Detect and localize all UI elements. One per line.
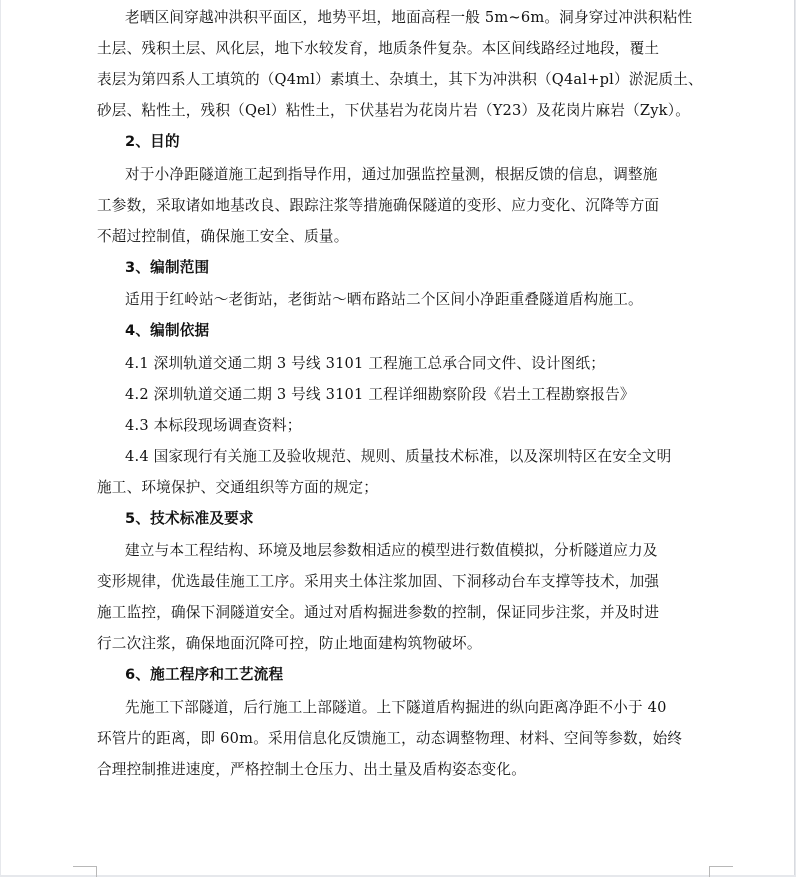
paragraph [97, 441, 717, 503]
text-line: 工参数，采取诸如地基改良、跟踪注浆等措施确保隧道的变形、应力变化、沉降等方面 [97, 196, 660, 214]
document-page [1, 0, 795, 875]
text-line: 3、编制范围 [125, 258, 210, 276]
text-line: 6、施工程序和工艺流程 [125, 666, 284, 683]
section-heading [97, 503, 717, 536]
paragraph [97, 692, 717, 785]
text-line: 合理控制推进速度，严格控制土仓压力、出土量及盾构姿态变化。 [97, 760, 527, 778]
document-body [97, 2, 717, 785]
section-heading [97, 126, 717, 159]
text-line: 适用于红岭站～老街站，老街站～晒布路站二个区间小净距重叠隧道盾构施工。 [125, 291, 643, 308]
text-line: 4.1 深圳轨道交通二期 3 号线 3101 工程施工总承合同文件、设计图纸； [125, 354, 606, 372]
paragraph [97, 159, 717, 252]
text-line: 表层为第四系人工填筑的（Q4ml）素填土、杂填土，其下为冲洪积（Q4al+pl）淤泥质土、 [97, 71, 703, 88]
paragraph [97, 284, 717, 315]
text-line: 5、技术标准及要求 [125, 509, 254, 527]
text-line: 4.3 本标段现场调查资料； [125, 416, 302, 434]
text-line: 施工监控，确保下洞隧道安全。通过对盾构掘进参数的控制，保证同步注浆，并及时进 [97, 604, 660, 621]
text-line: 环管片的距离，即 60m。采用信息化反馈施工，动态调整物理、材料、空间等参数，始终 [97, 729, 683, 747]
paragraph [97, 348, 717, 379]
text-line: 4.2 深圳轨道交通二期 3 号线 3101 工程详细勘察阶段《岩土工程勘察报告》 [125, 385, 635, 403]
paragraph [97, 2, 717, 126]
text-line: 砂层、粘性土，残积（Qel）粘性土，下伏基岩为花岗片岩（Y23）及花岗片麻岩（Zyk）。 [97, 102, 690, 119]
section-heading [97, 315, 717, 348]
margin-corner-mark-right [709, 866, 733, 877]
text-line: 2、目的 [125, 133, 180, 150]
text-line: 对于小净距隧道施工起到指导作用，通过加强监控量测，根据反馈的信息，调整施 [125, 165, 658, 183]
section-heading [97, 252, 717, 285]
text-line: 不超过控制值，确保施工安全、质量。 [97, 227, 349, 245]
text-line: 老晒区间穿越冲洪积平面区，地势平坦，地面高程一般 5m~6m。洞身穿过冲洪积粘性 [125, 9, 693, 26]
text-line: 建立与本工程结构、环境及地层参数相适应的模型进行数值模拟，分析隧道应力及 [125, 542, 658, 559]
paragraph [97, 535, 717, 659]
text-line: 4、编制依据 [125, 322, 210, 339]
section-heading [97, 659, 717, 692]
text-line: 变形规律，优选最佳施工工序。采用夹土体注浆加固、下洞移动台车支撑等技术，加强 [97, 573, 660, 590]
paragraph [97, 379, 717, 410]
text-line: 先施工下部隧道，后行施工上部隧道。上下隧道盾构掘进的纵向距离净距不小于 40 [125, 698, 667, 716]
text-line: 土层、残积土层、风化层，地下水较发育，地质条件复杂。本区间线路经过地段，覆土 [97, 40, 660, 57]
paragraph [97, 410, 717, 441]
margin-corner-mark-left [73, 866, 97, 877]
text-line: 4.4 国家现行有关施工及验收规范、规则、质量技术标准，以及深圳特区在安全文明 [125, 447, 672, 465]
text-line: 行二次注浆，确保地面沉降可控，防止地面建构筑物破坏。 [97, 635, 482, 652]
text-line: 施工、环境保护、交通组织等方面的规定； [97, 478, 379, 496]
